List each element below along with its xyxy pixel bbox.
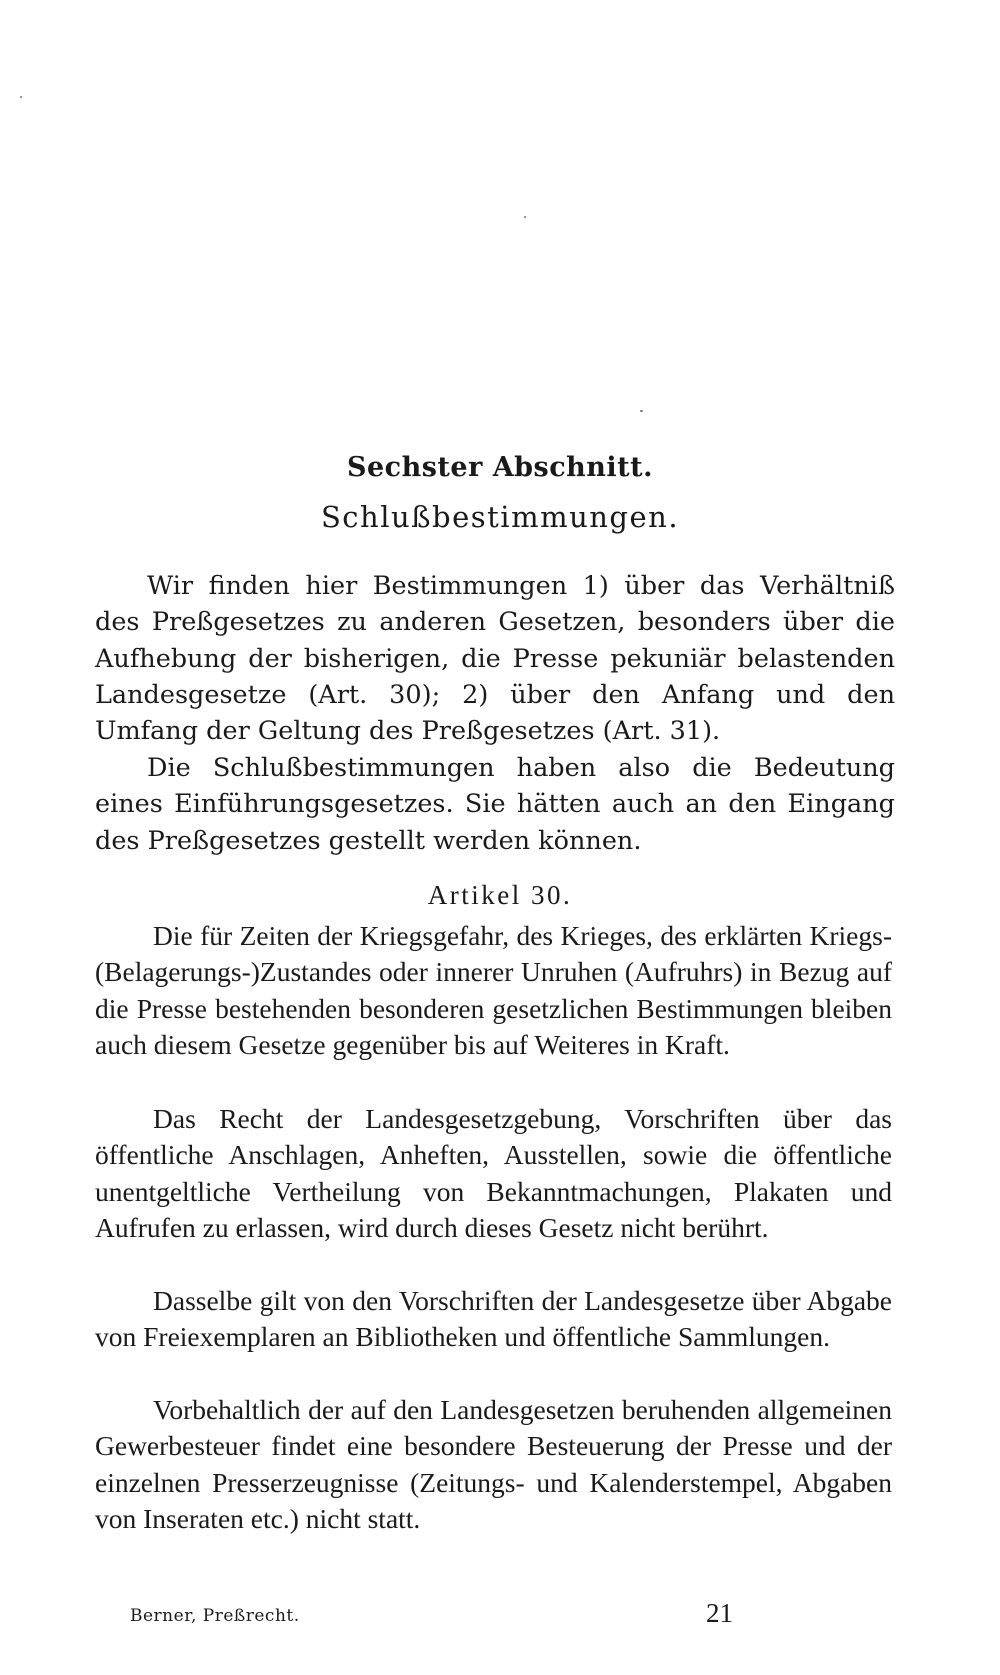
article-paragraph-4-text: Vorbehaltlich der auf den Landesgesetzen beruhenden allgemeinen Gewerbesteuer findet eine besondere Besteuerung der Presse und der einzelnen Presserzeugnisse (Zeitungs- und Kalenderstempel, Abgaben von Inseraten etc.) nicht statt. (95, 1394, 892, 1534)
intro-paragraph-1 (95, 568, 895, 749)
section-subtitle: Schlußbestimmungen. (320, 500, 680, 534)
article-paragraph-1-text: Die für Zeiten der Kriegsgefahr, des Krieges, des erklärten Kriegs-(Belagerungs-)Zustandes oder innerer Unruhen (Aufruhrs) in Bezug auf die Presse bestehenden besonderen gesetzlichen Bestimmungen bleiben auch diesem Gesetze gegenüber bis auf Weiteres in Kraft. (95, 920, 892, 1060)
print-speck (524, 216, 526, 218)
intro-paragraph-2-text: Die Schlußbestimmungen haben also die Bedeutung eines Einführungsgesetzes. Sie hätten auch an den Eingang des Preßgesetzes gestellt werden können. (95, 753, 895, 856)
footer-signature: Berner, Preßrecht. (130, 1606, 300, 1626)
article-paragraph-3 (95, 1283, 892, 1356)
article-paragraph-2-text: Das Recht der Landesgesetzgebung, Vorschriften über das öffentliche Anschlagen, Anheften, Ausstellen, sowie die öffentliche unentgeltliche Vertheilung von Bekanntmachungen, Plakaten und Aufrufen zu erlassen, wird durch dieses Gesetz nicht berührt. (95, 1103, 892, 1243)
intro-paragraph-2 (95, 750, 895, 859)
intro-paragraph-1-text: Wir finden hier Bestimmungen 1) über das Verhältniß des Preßgesetzes zu anderen Gesetzen, besonders über die Aufhebung der bisherigen, die Presse pekuniär belastenden Landesgesetze (Art. 30); 2) über den Anfang und den Umfang der Geltung des Preßgesetzes (Art. 31). (95, 571, 895, 747)
print-speck (20, 96, 22, 98)
print-speck (640, 410, 643, 412)
section-heading: Sechster Abschnitt. (346, 452, 654, 483)
article-heading: Artikel 30. (427, 880, 573, 910)
article-paragraph-1 (95, 918, 892, 1063)
article-paragraph-3-text: Dasselbe gilt von den Vorschriften der Landesgesetze über Abgabe von Freiexemplaren an Bibliotheken und öffentliche Sammlungen. (95, 1285, 892, 1353)
article-paragraph-4 (95, 1392, 892, 1537)
page-number: 21 (706, 1598, 733, 1628)
article-paragraph-2 (95, 1101, 892, 1246)
